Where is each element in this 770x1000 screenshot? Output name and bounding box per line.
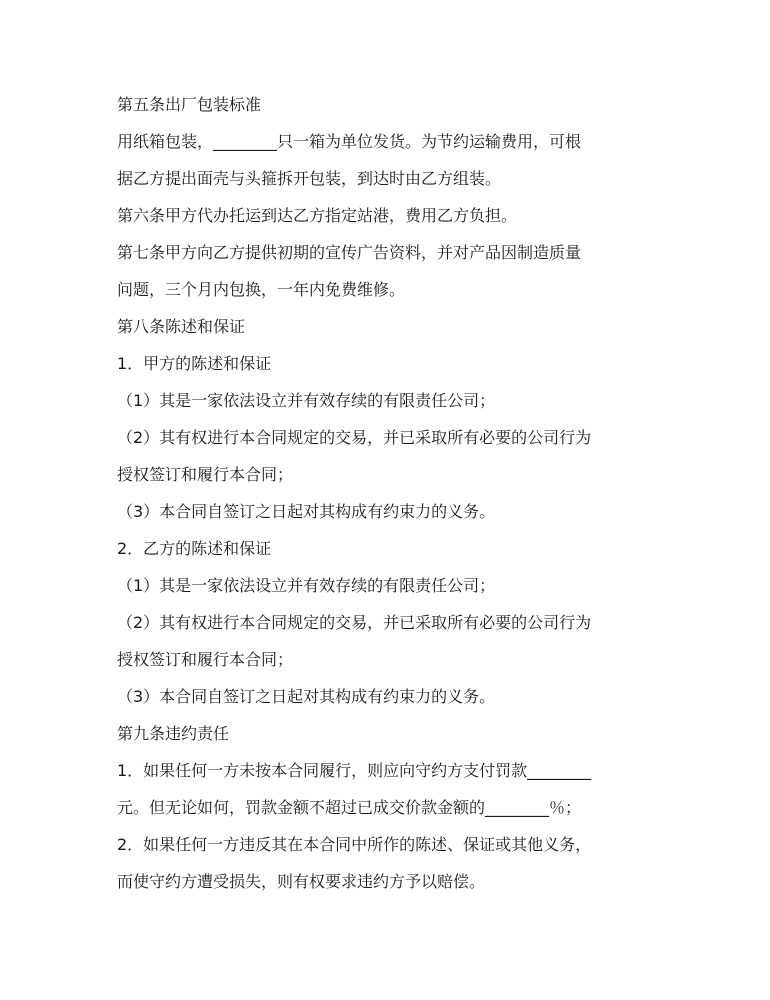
section-heading-article-8: 第八条陈述和保证 xyxy=(117,317,246,336)
list-item-continuation: 而使守约方遭受损失，则有权要求违约方予以赔偿。 xyxy=(117,872,486,891)
subsection-heading-party-a: 1．甲方的陈述和保证 xyxy=(117,354,272,373)
list-item: （1）其是一家依法设立并有效存续的有限责任公司； xyxy=(117,391,496,410)
subsection-heading-party-b: 2．乙方的陈述和保证 xyxy=(117,539,272,558)
list-item: （2）其有权进行本合同规定的交易，并已采取所有必要的公司行为 xyxy=(117,613,592,632)
paragraph-line: 据乙方提出面壳与头箍拆开包装，到达时由乙方组装。 xyxy=(117,169,502,188)
list-item: （1）其是一家依法设立并有效存续的有限责任公司； xyxy=(117,576,496,595)
paragraph-line: 问题，三个月内包换，一年内免费维修。 xyxy=(117,280,406,299)
paragraph-article-6: 第六条甲方代办托运到达乙方指定站港，费用乙方负担。 xyxy=(117,206,518,225)
list-item: （2）其有权进行本合同规定的交易，并已采取所有必要的公司行为 xyxy=(117,428,592,447)
list-item-continuation: 授权签订和履行本合同； xyxy=(117,650,294,669)
list-item-continuation: 元。但无论如何，罚款金额不超过已成交价款金额的________％； xyxy=(117,798,582,817)
document-body xyxy=(117,86,662,900)
section-heading-article-5: 第五条出厂包装标准 xyxy=(117,95,262,114)
list-item: 2．如果任何一方违反其在本合同中所作的陈述、保证或其他义务， xyxy=(117,835,592,854)
list-item-continuation: 授权签订和履行本合同； xyxy=(117,465,294,484)
paragraph-article-7: 第七条甲方向乙方提供初期的宣传广告资料，并对产品因制造质量 xyxy=(117,243,582,262)
paragraph-line: 用纸箱包装，________只一箱为单位发货。为节约运输费用，可根 xyxy=(117,132,582,151)
section-heading-article-9: 第九条违约责任 xyxy=(117,724,230,743)
list-item: 1．如果任何一方未按本合同履行，则应向守约方支付罚款________ xyxy=(117,761,592,780)
list-item: （3）本合同自签订之日起对其构成有约束力的义务。 xyxy=(117,502,496,521)
list-item: （3）本合同自签订之日起对其构成有约束力的义务。 xyxy=(117,687,496,706)
